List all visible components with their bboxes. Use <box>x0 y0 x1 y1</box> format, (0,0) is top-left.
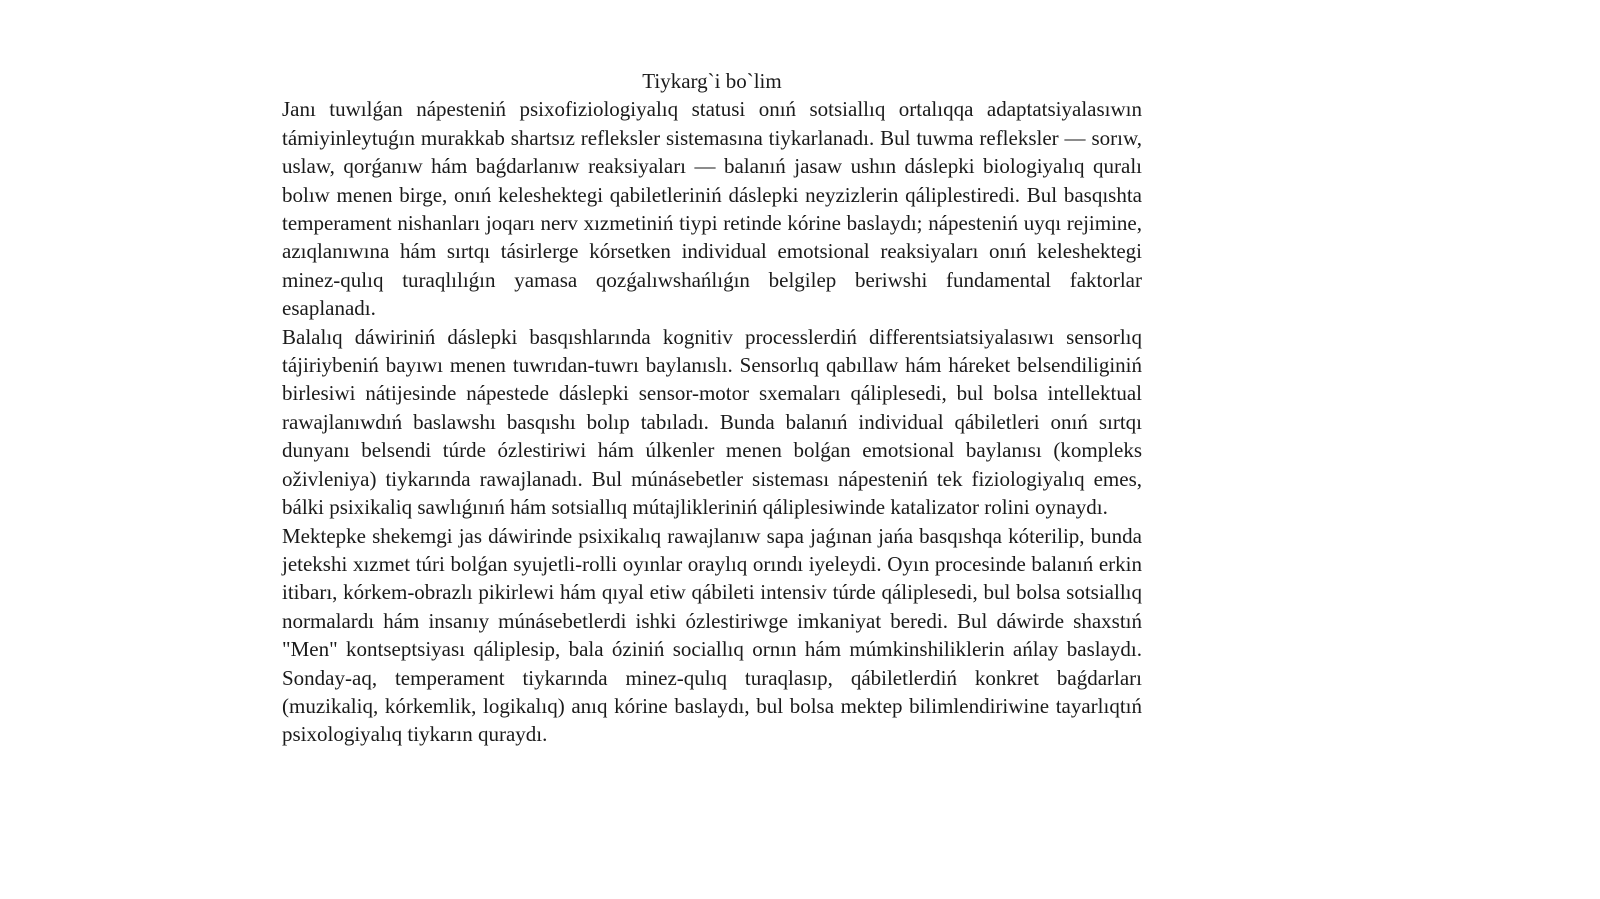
section-title: Tiykarg`i bo`lim <box>642 69 782 93</box>
document-body <box>282 67 1142 749</box>
paragraph-2: Balalıq dáwiriniń dáslepki basqıshlarında kognitiv processlerdiń differentsiatsiyalasıwı sensorlıq tájiriybeniń bayıwı menen tuwrıdan-tuwrı baylanıslı. Sensorlıq qabıllaw hám háreket belsendiliginiń birlesiwi nátijesinde nápestede dáslepki sensor-motor sxemaları qáliplesedi, bul bolsa intellektual rawajlanıwdıń baslawshı basqıshı bolıp tabıladı. Bunda balanıń individual qábiletleri onıń sırtqı dunyanı belsendi túrde ózlestiriwi hám úlkenler menen bolǵan emotsional baylanısı (kompleks oživleniya) tiykarında rawajlanadı. Bul múnásebetler sisteması nápesteniń tek fiziologiyalıq emes, bálki psixikaliq sawlıǵınıń hám sotsiallıq mútajlikleriniń qáliplesiwinde katalizator rolini oynaydı. <box>282 324 1142 520</box>
paragraph-1: Janı tuwılǵan nápesteniń psixofiziologiyalıq statusi onıń sotsiallıq ortalıqqa adaptatsiyalasıwın támiyinleytuǵın murakkab shartsız refleksler sistemasına tiykarlanadı. Bul tuwma refleksler — sorıw, uslaw, qorǵanıw hám baǵdarlanıw reaksiyaları — balanıń jasaw ushın dáslepki biologiyalıq quralı bolıw menen birge, onıń keleshektegi qabiletleriniń dáslepki neyzizlerin qáliplestiredi. Bul basqıshta temperament nishanları joqarı nerv xızmetiniń tiypi retinde kórine baslaydı; nápesteniń uyqı rejimine, azıqlanıwına hám sırtqı tásirlerge kórsetken individual emotsional reaksiyaları onıń keleshektegi minez-qulıq turaqlılıǵın yamasa qozǵalıwshańlıǵın belgilep beriwshi fundamental faktorlar esaplanadı. <box>282 97 1142 321</box>
paragraph-3: Mektepke shekemgi jas dáwirinde psixikalıq rawajlanıw sapa jaǵınan jańa basqıshqa kóterilip, bunda jetekshi xızmet túri bolǵan syujetli-rolli oyınlar oraylıq orındı iyeleydi. Oyın procesinde balanıń erkin itibarı, kórkem-obrazlı pikirlewi hám qıyal etiw qábileti intensiv túrde qáliplesedi, bul bolsa sotsiallıq normalardı hám insanıy múnásebetlerdi ishki ózlestiriwge imkaniyat beredi. Bul dáwirde shaxstıń "Men" kontseptsiyası qáliplesip, bala óziniń sociallıq ornın hám múmkinshiliklerin ańlay baslaydı. Sonday-aq, temperament tiykarında minez-qulıq turaqlasıp, qábiletlerdiń konkret baǵdarları (muzikaliq, kórkemlik, logikalıq) anıq kórine baslaydı, bul bolsa mektep bilimlendiriwine tayarlıqtıń psixologiyalıq tiykarın quraydı. <box>282 523 1142 747</box>
